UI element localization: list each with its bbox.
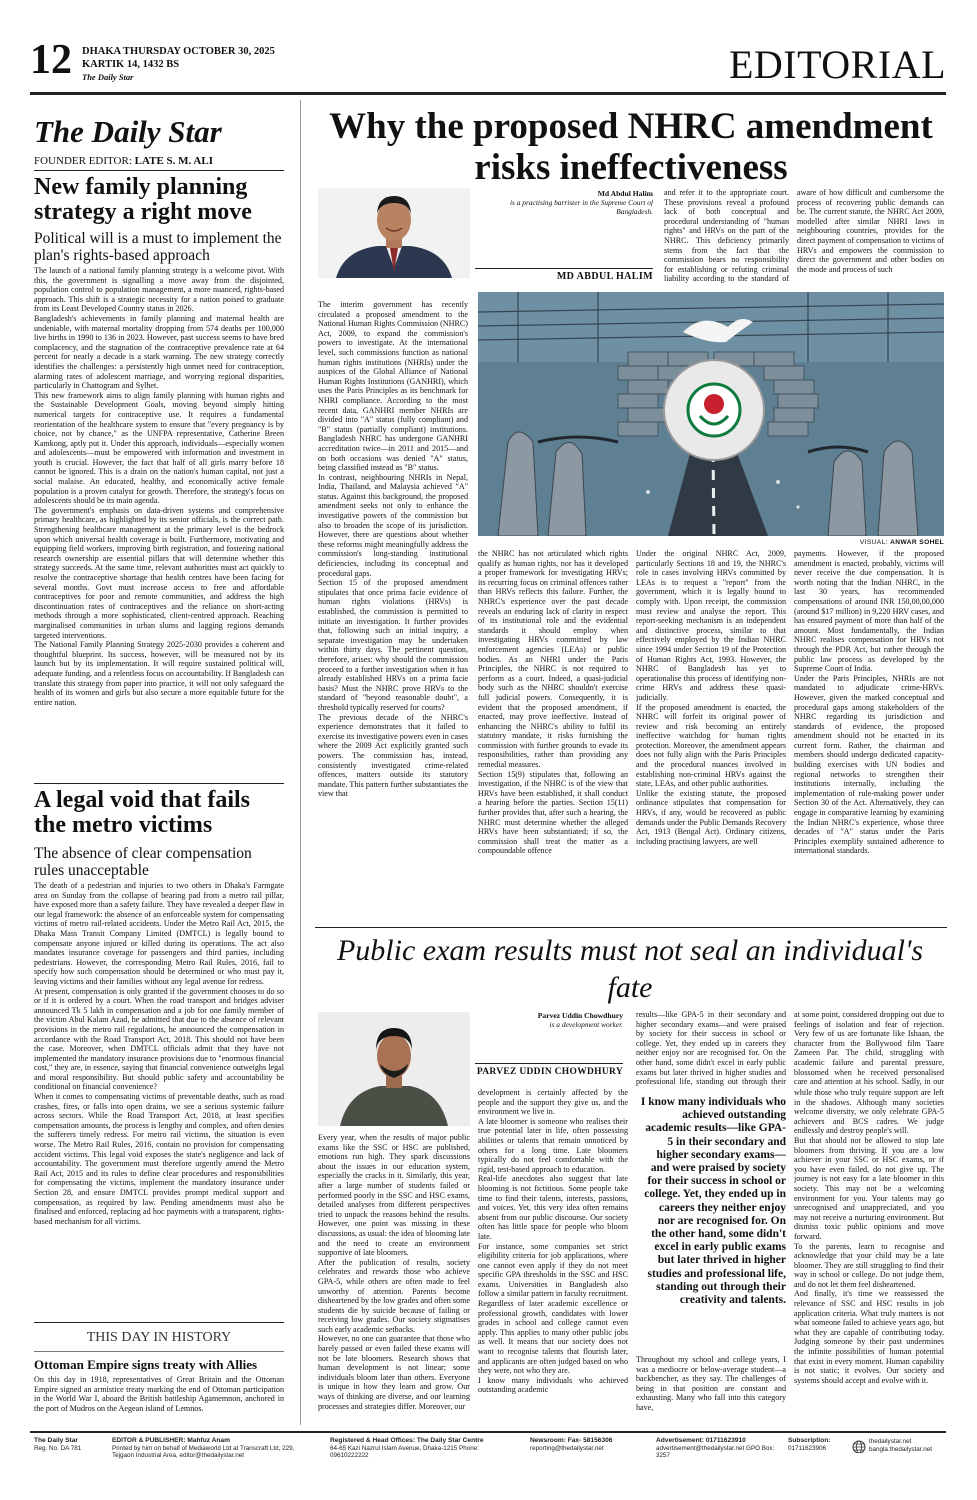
paper-name-small: The Daily Star (82, 72, 134, 82)
article-2-col4: while those who truly require support are left in the shadows. Although many societies welcome diversity, we only celebrate GPA-5 achievers and BCS cadres. We judge endlessly and destroy people's will. But that should not be allowed to stop late bloomers from thriving. If you are a low achiever in your SSC or HSC exams, or if you have even failed, do not give up. The journey is not easy for a late bloomer in this society. This may not be a welcoming environment for you. Your talents may go unrecognised and unappreciated, and you may not receive a nurturing environment. But dismiss toxic public opinions and move forward. To the parents, learn to recognise and acknowledge that your child may be a late bloomer. They are still struggling to find their way in school or college. Do not judge them, and do not let them feel disheartened. And finally, it's time we reassessed the relevance of SSC and HSC results in job application criteria. What truly matters is not what someone failed to achieve years ago, but what they are capable of contributing today. Judging someone by their past undermines the infinite possibilities of human potential that exist in every moment. Human capability is not static; it evolves. Our society and systems should accept and evolve with it. (794, 1088, 944, 1385)
footer-5-title: Advertisement: 01711623910 (656, 1437, 746, 1444)
article-2-col3-top: at some point, considered dropping out due to feelings of isolation and fear of rejection. Very few of us are fortunate like Ishaan, the character from the Bollywood film Taare Zameen Par. The child, struggling with academic failure and parental pressure, blossomed when he received personalised care and attention at his school. Sadly, in our (794, 1010, 944, 1087)
website-link[interactable]: thedailystar.net (869, 1438, 912, 1445)
founder-label: FOUNDER EDITOR: (34, 155, 132, 167)
byline-2-rule (475, 1063, 623, 1064)
nhrc-illustration (478, 292, 944, 536)
footer-4-title: Newsroom: Fax- 58156306 (530, 1437, 613, 1444)
footer-block-6 (788, 1437, 848, 1467)
globe-icon (852, 1439, 866, 1453)
footer-4-text: reporting@thedailystar.net (530, 1444, 604, 1452)
editorial-2-headline: A legal void that fails the metro victims (34, 788, 251, 838)
article-1-headline: Why the proposed NHRC amendment risks ineffectiveness (329, 106, 933, 188)
footer-block-2 (112, 1437, 312, 1467)
history-label: THIS DAY IN HISTORY (86, 1330, 232, 1345)
article-divider (315, 927, 947, 928)
article-2-col1: Every year, when the results of major public exams like the SSC or HSC are published, emotions run high. They spark discussions about the issues in our education system, especially the cracks in it. Similarly, this year, after a large number of students failed or performed poorly in the SSC and HSC exams, detailed analyses from different perspectives tried to unpack the reasons behind the results. However, one point was missing in these discussions, as usual: the idea of blooming late and the need to create an environment supportive of late bloomers. After the publication of results, society celebrates and rewards those who achieve GPA-5, while others are often made to feel unworthy of attention. Parents become disheartened by the low grades and often some students die by suicide because of failing or receiving low grades. Our society stigmatises such early academic setbacks. However, no one can guarantee that those who barely passed or even failed these exams will not be late bloomers. Research shows that human development is not linear; some individuals bloom later than others. Everyone is unique in how they learn and grow. Our ways of thinking are diverse, and our learning processes and strategies differ. Moreover, our (318, 1133, 470, 1411)
article-2-col2: development is certainly affected by the people and the support they give us, and the environment we live in. A late bloomer is someone who realises their true potential later in life, often possessing abilities or talents that remain unnoticed by others for a long time. Late bloomers typically do not feel comfortable with the rigid, test-based approach to education. Real-life anecdotes also suggest that late blooming is not fictitious. Some people take time to find their talents, interests, passions, and voices. Yet, this very idea often remains absent from our public discourse. Our society often has little space for people who bloom late. For instance, some companies set strict eligibility criteria for job applications, where one cannot even apply if they do not meet specific GPA thresholds in the SSC and HSC exams. Universities in Bangladesh also follow a similar pattern in faculty recruitment. Regardless of later academic excellence or professional growth, candidates with lower grades in school and college cannot even apply. This applies to many other public jobs as well. It means that our society does not want to recognise talents that flourish later, and applicants are often judged based on who they were, not who they are. I know many individuals who achieved outstanding academic (478, 1088, 628, 1395)
article-1-col3: Under the original NHRC Act, 2009, particularly Sections 18 and 19, the NHRC's role in cases involving HRVs committed by LEAs is to request a "report" from the government, which it is legally bound to comply with. Upon receipt, the commission must review and analyse the report. This report-seeking mechanism is an independent and distinctive process, similar to that effectively employed by the Indian NHRC since 1994 under Section 19 of the Protection of Human Rights Act, 1993. However, the NHRC of Bangladesh has yet to operationalise this process of identifying non-crime HRVs and address these quasi-judicially. If the proposed amendment is enacted, the NHRC will forfeit its original power of review and risk becoming an entirely ineffective watchdog for human rights protection. Moreover, the amendment appears does not fully align with the Paris Principles and the procedural nuances involved in establishing non-criminal HRVs against the state, LEAs, and other public authorities. Unlike the existing statute, the proposed ordinance stipulates that compensation for HRVs, if any, would be recovered as public demands under the Public Demands Recovery Act, 1913 (Bengal Act). Ordinary citizens, including practising lawyers, are well (636, 549, 786, 846)
author-2-name: Parvez Uddin Chowdhury (537, 1011, 623, 1020)
article-1-col1: The interim government has recently circulated a proposed amendment to the National Human Rights Commission (NHRC) Act, 2009, to expand the commission's powers to investigate. At the international level, such commissions function as national human rights institutions (NHRIs) under the auspices of the Global Alliance of National Human Rights Institutions (GANHRI), which uses the Paris Principles as its benchmark for NHRI compliance. According to the most recent data, GANHRI member NHRIs are divided into "A" status (fully compliant) and "B" status (partially compliant) institutions. Bangladesh NHRC has undergone GANHRI accreditation twice—in 2011 and 2015—and on both occasions was denied "A" status, being classified instead as "B" status. In contrast, neighbouring NHRIs in Nepal, India, Thailand, and Malaysia achieved "A" status. Against this background, the proposed amendment seeks not only to enhance the investigative powers of the commission but also to broaden the scope of its jurisdiction. However, there are questions about whether these reforms might meaningfully address the commission's long-standing institutional deficiencies, including its conceptual and procedural gaps. Section 15 of the proposed amendment stipulates that once prima facie evidence of human rights violations (HRVs) is established, the commission is permitted to initiate an investigation. It further provides that, following such an initial inquiry, a separate investigation may be undertaken within thirty days. The pertinent question, therefore, arises: why should the commission proceed to a further investigation when it has already established HRVs on a prima facie basis? Must the NHRC prove HRVs to the standard of "beyond reasonable doubt", a threshold typically reserved for courts? The previous decade of the NHRC's experience demonstrates that it failed to exercise its investigative powers even in cases where the 2009 Act explicitly granted such powers. The commission has, instead, consistently investigated crime-related offences, matters outside its statutory mandate. This pattern further substantiates the view that (318, 300, 468, 799)
caption-name: ANWAR SOHEL (890, 539, 944, 546)
footer-2-title: EDITOR & PUBLISHER: Mahfuz Anam (112, 1437, 230, 1444)
editorial-1-body: The launch of a national family planning strategy is a welcome pivot. With this, the government is signalling a move away from the disjointed, population control to population management, a more nuanced, rights-based approach. This shift is a strategic necessity for a nation poised to graduate from its Least Developed Country status in 2026. Bangladesh's achievements in family planning and maternal health are undeniable, with maternal mortality dropping from 574 deaths per 100,000 live births in 1990 to 136 in 2023. However, past success seems to have bred complacency, and the stagnation of the contraceptive prevalence rate at 64 percent for nearly a decade is a stark warning. The new strategy correctly identifies the challenges: a persistently high unmet need for contraception, alarming rates of adolescent marriage, and worrying regional disparities, particularly in Chattogram and Sylhet. This new framework aims to align family planning with human rights and the Sustainable Development Goals, moving beyond simply hitting numerical targets for contraceptive use. It requires a fundamental reorientation of the healthcare system to ensure that "every pregnancy is by choice, not by chance," as the UNFPA representative, Catherine Breen Kamkong, aptly put it. Under this approach, individuals—especially women and adolescents—must be empowered with information and investment in youth is crucial. However, the fact that half of all girls marry before 18 cannot be ignored. This is a drain on the nation's human capital, not just a social malaise. An educated, healthy, and economically active female population is a proven catalyst for growth. Therefore, the strategy's focus on adolescents should be its main agenda. The government's emphasis on data-driven systems and comprehensive primary healthcare, as highlighted by its senior officials, is the correct path. Strengthening healthcare management at the primary level is the bedrock upon which universal health coverage is built. Furthermore, motivating and equipping field workers, improving birth registration, and fostering national research ownership are essential pillars that will determine whether this strategy succeeds. At the same time, relevant authorities must act quickly to resolve the contraceptive shortage that health centres have been facing for several months. Govt must increase access to free and affordable contraceptives for poor and remote communities, and address the high discontinuation rates of contraceptives and the reliance on short-acting methods through a more sophisticated, client-centred approach. Reaching marginalised communities in urban slums and lagging regions demands targeted interventions. The National Family Planning Strategy 2025-2030 provides a coherent and thoughtful blueprint. Its success, however, will be measured not by its launch but by its implementation. It will require sustained political will, adequate funding, and a relentless focus on accountability. If Bangladesh can translate this strategy from paper into practice, it will not only safeguard the health of its women and girls but also secure a more equitable future for the entire nation. (34, 266, 284, 707)
footer-5-text: advertisement@thedailystar.net GPO Box: 3257 (656, 1444, 775, 1460)
page-number: 12 (30, 38, 72, 82)
footer-websites (869, 1438, 949, 1458)
section-title: EDITORIAL (728, 42, 946, 87)
author-1-bio: is a practising barrister in the Supreme Court of Bangladesh. (509, 199, 653, 216)
footer-2-text: Printed by him on behalf of Mediaworld Ltd at Transcraft Ltd, 229, Tejgaon Industrial Area, editor@thedailystar.net (112, 1444, 295, 1460)
bangla-date: KARTIK 14, 1432 BS (82, 59, 180, 70)
byline-1-rule (475, 268, 653, 269)
founder-name: LATE S. M. ALI (134, 155, 213, 167)
article-1-col2: the NHRC has not articulated which rights qualify as human rights, nor has it developed a proper framework for investigating HRVs; its recurring focus on criminal offences rather than HRVs reflects this failure. Further, the NHRC's experience over the past decade reveals an enduring lack of clarity in respect of its institutional role and the evidential standards it should employ when investigating HRVs committed by law enforcement agencies (LEAs) or public bodies. As an NHRI under the Paris Principles, the NHRC is not required to perform as a court. Indeed, a quasi-judicial body such as the NHRC shouldn't exercise full judicial powers. Consequently, it is evident that the proposed amendment, if enacted, may prove ineffective. Instead of enhancing the NHRC's ability to fulfil its statutory mandate, it risks furnishing the commission with further grounds to evade its responsibilities, rather than providing any remedial measures. Section 15(9) stipulates that, following an investigation, if the NHRC is of the view that HRVs have been established, it shall conduct a hearing before the parties. Section 15(11) further provides that, after such a hearing, the NHRC must determine whether the alleged HRVs have been substantiated; if so, the commission shall treat the matter as a compoundable offence (478, 549, 628, 856)
editorial-2-body: The death of a pedestrian and injuries to two others in Dhaka's Farmgate area on Sunday from the collapse of bearing pad from a metro rail pillar, have exposed more than a safety failure. They have revealed a deeper flaw in our legal framework: the absence of an enforceable system for compensating victims of metro rail-related accidents. Under the Metro Rail Act, 2015, the Dhaka Mass Transit Company Limited (DMTCL) is legally bound to compensate anyone injured or killed during its operations. The act also mandates insurance coverage for passengers and third parties, including pedestrians. However, the corresponding Metro Rail Rules, 2016, fail to specify how such compensation should be determined or who must pay it, leaving victims and their families without any legal avenue for redress. At present, compensation is only granted if the government chooses to do so or if it is ordered by a court. When the road transport and bridges adviser announced Tk 5 lakh in compensation and a job for one family member of the victim Abul Kalam Azad, he admitted that due to the absence of relevant provisions in the metro rail regulations, he announced the compensation in accordance with the Road Transport Act, 2018. This should not have been the case. Moreover, when DMTCL officials admit that they have not implemented the mandatory insurance provisions due to "enormous financial cost," they are, in essence, saying that financial convenience outweighs legal and moral responsibility. But should public safety and accountability be conditional on financial convenience? When it comes to compensating victims of preventable deaths, such as road crashes, fires, or falls into open drains, we see a serious systemic failure across sectors. While the Road Transport Act, 2018, at least specifies compensation amounts, the process is lengthy and complex, and often denies the sufferers timely redress. For metro rail victims, the situation is even worse. The Metro Rail Rules, 2016, contain no provision for compensating accident victims. This legal void exposes the state's negligence and lack of accountability. The government must therefore urgently amend the Metro Rail Act, 2015 and its rules to define clear procedures and responsibilities for compensating the victims, implement the mandatory insurance under Section 28, and ensure DMTCL provides prompt medical support and compensation, as required by law. Pending amendments must also be finalised and enforced, replacing ad hoc payments with a transparent, rights-based mechanism for all victims. (34, 881, 284, 1226)
bangla-website-link[interactable]: bangla.thedailystar.net (869, 1445, 933, 1453)
footer-block-3 (330, 1437, 510, 1467)
article-1-col2-top: and refer it to the appropriate court. These provisions reveal a profound lack of both conceptual and procedural understanding of "human rights" and HRVs on the part of the NHRC. This deficiency primarily stems from the fact that the commission bears no responsibility for establishing or refuting criminal liability according to the standard of (664, 188, 789, 284)
article-1-col3-top: aware of how difficult and cumbersome the process of recovering public demands can be. The current statute, the NHRC Act 2009, modelled after similar NHRI laws in neighbouring countries, provides for the direct payment of compensation to victims of HRVs and empowers the commission to direct the government and other bodies on the mode and process of such (797, 188, 944, 274)
article-2-headline: Public exam results must not seal an individual's fate (336, 934, 924, 1004)
history-rule-bottom (34, 1351, 284, 1352)
footer-6-title: Subscription: (788, 1437, 831, 1444)
editorial-2-deck: The absence of clear compensation rules unacceptable (34, 845, 252, 879)
history-body: On this day in 1918, representatives of Great Britain and the Ottoman Empire signed an armistice treaty marking the end of Ottoman participation in the World War I, aboard the British battleship Agamemnon, anchored in the port of Mudros on the Aegean island of Lemnos. (34, 1375, 284, 1413)
footer-6-text: 01711623906 (788, 1444, 827, 1452)
footer-1-text: Reg. No. DA 781 (34, 1444, 82, 1452)
logo-rule (34, 170, 284, 171)
pull-quote: I know many individuals who achieved outstanding academic results—like GPA-5 in their secondary and higher secondary exams—and were praised by society for their success in school or college. Yet, they ended up in careers they neither enjoy nor are recognised for. On the other hand, some didn't excel in early public exams but later thrived in higher studies and professional life, standing out through their creativity and talents. (640, 1096, 786, 1307)
footer-3-text: 64-65 Kazi Nazrul Islam Avenue, Dhaka-1215 Phone: 09610222222 (330, 1444, 480, 1460)
footer-rule (30, 1431, 946, 1433)
author-1-photo (318, 188, 470, 278)
byline-1: MD ABDUL HALIM (556, 271, 653, 282)
editorial-1-deck: Political will is a must to implement the plan's rights-based approach (34, 230, 282, 264)
logo: The Daily Star (34, 114, 222, 149)
history-headline: Ottoman Empire signs treaty with Allies (34, 1357, 258, 1372)
article-2-col3-bottom: Throughout my school and college years, I was a mediocre or below-average student—a backbencher, as they say. The challenges of being in that position are constant and exhausting. Many who fall into this category have, (636, 1355, 786, 1412)
footer-block-5 (656, 1437, 776, 1467)
footer-block-1 (34, 1437, 104, 1467)
left-divider-1 (34, 783, 284, 784)
dateline: DHAKA THURSDAY OCTOBER 30, 2025 (82, 46, 275, 57)
founder-line (34, 155, 284, 168)
illustration-caption (780, 538, 944, 548)
footer-3-title: Registered & Head Offices: The Daily Star Centre (330, 1437, 484, 1444)
author-1-name: Md Abdul Halim (597, 189, 653, 198)
author-2-photo (318, 1012, 470, 1126)
footer-1-title: The Daily Star (34, 1437, 78, 1444)
editorial-1-headline: New family planning strategy a right move (34, 175, 252, 225)
byline-2: PARVEZ UDDIN CHOWDHURY (476, 1067, 623, 1077)
masthead-rule (30, 92, 946, 95)
caption-label: VISUAL: (859, 539, 888, 546)
column-separator (300, 100, 301, 1425)
history-rule-top (34, 1322, 284, 1323)
footer-block-4 (530, 1437, 640, 1467)
author-2-bio: is a development worker. (549, 1020, 623, 1029)
article-2-col2-top: results—like GPA-5 in their secondary and higher secondary exams—and were praised by society for their success in school or college. Yet, they ended up in careers they neither enjoy nor are recognised for. On the other hand, some didn't excel in early public exams but later thrived in higher studies and professional life, standing out through their (636, 1010, 786, 1087)
article-1-col4: payments. However, if the proposed amendment is enacted, probably, victims will never receive the due compensation. It is worth noting that the Indian NHRC, in the last 30 years, has recommended compensations of around INR 150,00,00,000 (around $17 million) in 9,220 HRV cases, and has ensured payment of more than half of the amount. Most fundamentally, the Indian NHRC realises compensation for HRVs not through the PDR Act, but rather through the public law process as developed by the Supreme Court of India. Under the Paris Principles, NHRIs are not mandated to adjudicate crime-HRVs. However, given the marked conceptual and procedural gaps among stakeholders of the NHRC regarding its jurisdiction and standards of evidence, the proposed amendment should not be enacted in its current form. Rather, the chairman and members should undergo dedicated capacity-building exercises with UN bodies and regional networks to strengthen their institutions internally, including the implementation of rule-making power under Section 30 of the Act. Alternatively, they can engage in comparative learning by examining the Indian NHRC's experience, whose three decades of "A" status under the Paris Principles exemplify sustained adherence to international standards. (794, 549, 944, 856)
